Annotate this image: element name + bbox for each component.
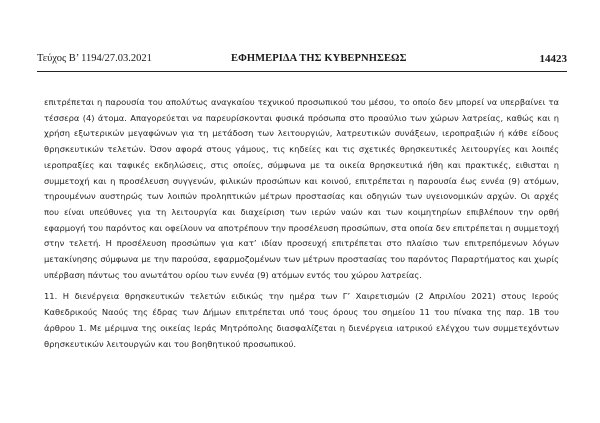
gazette-title: ΕΦΗΜΕΡΙΔΑ ΤΗΣ ΚΥΒΕΡΝΗΣΕΩΣ xyxy=(231,53,407,64)
document-body xyxy=(44,95,559,352)
header-divider xyxy=(37,71,567,72)
issue-reference: Τεύχος Β’ 1194/27.03.2021 xyxy=(37,53,152,64)
page-header xyxy=(37,52,567,68)
paragraph-item-11: 11. Η διενέργεια θρησκευτικών τελετών ειδικώς την ημέρα των Γ’ Χαιρετισμών (2 Απριλίου 2021) στους Ιερούς Καθεδρικούς Ναούς της έδρας των Δήμων επιτρέπεται υπό τους όρους του σημείου 11 του πίνακα της παρ. 1Β του άρθρου 1. Με μέριμνα της οικείας Ιεράς Μητρόπολης διασφαλίζεται η διενέργεια ιατρικού ελέγχου των συμμετεχόντων θρησκευτικών λειτουργών και του βοηθητικού προσωπικού. xyxy=(44,291,559,349)
paragraph-continuation: επιτρέπεται η παρουσία του απολύτως αναγκαίου τεχνικού προσωπικού του μέσου, το οποίο δεν μπορεί να υπερβαίνει τα τέσσερα (4) άτομα. Απαγορεύεται να παρευρίσκονται φυσικά πρόσωπα στο προαύλιο των χώρων λατρείας, καθώς και η χρήση εξωτερικών μεγαφώνων για τη μετάδοση των λειτουργιών, λατρευτικών συνάξεων, ιεροπραξιών ή κάθε είδους θρησκευτικών τελετών. Όσον αφορά στους γάμους, τις κηδείες και τις σχετικές θρησκευτικές λειτουργίες και λοιπές ιεροπραξίες και ταφικές εκδηλώσεις, στις οποίες, σύμφωνα με τα οικεία θρησκευτικά ήθη και πρακτικές, ειθισται η συμμετοχή και η προσέλευση συγγενών, φιλικών προσώπων και κοινού, επιτρέπεται η παρουσία έως εννέα (9) ατόμων, τηρουμένων αυστηρώς των λοιπών προληπτικών μέτρων προστασίας και οδηγιών των υγειονομικών αρχών. Οι αρχές που είναι υπεύθυνες για τη λειτουργία και διαχείριση των ιερών ναών και των κοιμητηρίων επιβλέπουν την ορθή εφαρμογή του παρόντος και οφείλουν να αποτρέπουν την προσέλευση προσώπων, στα οποία δεν επιτρέπεται η συμμετοχή στην τελετή. Η προσέλευση προσώπων για κατ’ ιδίαν προσευχή επιτρέπεται στο πλαίσιο των επιτρεπόμενων λόγων μετακίνησης σύμφωνα με την παρούσα, εφαρμοζομένων των μέτρων προστασίας του παρόντος Παραρτήματος και χωρίς υπέρβαση πάντως του ανωτάτου ορίου των εννέα (9) ατόμων εντός του χώρου λατρείας. xyxy=(44,97,559,280)
page-number: 14423 xyxy=(539,53,567,65)
